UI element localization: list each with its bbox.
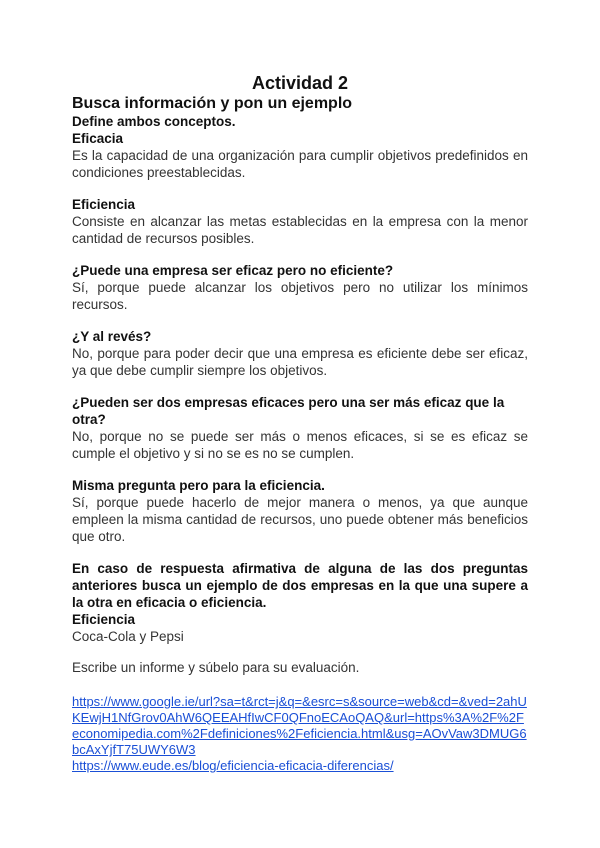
- answer-mas-eficaz: No, porque no se puede ser más o menos eficaces, si se es eficaz se cumple el objetivo y si no se es no se cumplen.: [72, 429, 528, 461]
- instruction: Define ambos conceptos.: [72, 114, 236, 129]
- reference-links: [72, 694, 528, 774]
- section-heading-eficiencia: Eficiencia: [72, 197, 136, 212]
- answer-al-reves: No, porque para poder decir que una empresa es eficiente debe ser eficaz, ya que debe cumplir siempre los objetivos.: [72, 346, 528, 378]
- document-title: Actividad 2: [251, 73, 349, 93]
- answer-eficiencia: Sí, porque puede hacerlo de mejor manera o menos, ya que aunque empleen la misma cantidad de recursos, uno puede obtener más beneficios que otro.: [72, 495, 528, 544]
- example-heading: Eficiencia: [72, 612, 136, 627]
- section-heading-eficacia: Eficacia: [72, 131, 124, 146]
- question-mas-eficaz: ¿Pueden ser dos empresas eficaces pero una ser más eficaz que la otra?: [72, 395, 505, 427]
- document-page: [72, 72, 528, 774]
- document-subtitle: Busca información y pon un ejemplo: [72, 95, 353, 112]
- question-eficiencia: Misma pregunta pero para la eficiencia.: [72, 478, 325, 493]
- example-text: Coca-Cola y Pepsi: [72, 629, 184, 644]
- final-question: En caso de respuesta afirmativa de alguna de las dos preguntas anteriores busca un ejemplo de dos empresas en la que una supere a la otra en eficacia o eficiencia.: [72, 561, 528, 610]
- report-instruction: Escribe un informe y súbelo para su evaluación.: [72, 660, 360, 675]
- section-text-eficiencia: Consiste en alcanzar las metas establecidas en la empresa con la menor cantidad de recursos posibles.: [72, 214, 528, 246]
- question-eficaz-no-eficiente: ¿Puede una empresa ser eficaz pero no eficiente?: [72, 263, 394, 278]
- question-al-reves: ¿Y al revés?: [72, 329, 152, 344]
- reference-link-eude[interactable]: https://www.eude.es/blog/eficiencia-eficacia-diferencias/: [72, 758, 394, 773]
- reference-link-economipedia[interactable]: https://www.google.ie/url?sa=t&rct=j&q=&esrc=s&source=web&cd=&ved=2ahUKEwjH1NfGrov0AhW6QEEAHfIwCF0QFnoECAoQAQ&url=https%3A%2F%2Feconomipedia.com%2Fdefiniciones%2Feficiencia.html&usg=AOvVaw3DMUG6bcAxYjfT75UWY6W3: [72, 694, 527, 757]
- section-text-eficacia: Es la capacidad de una organización para cumplir objetivos predefinidos en condiciones preestablecidas.: [72, 148, 528, 180]
- answer-eficaz-no-eficiente: Sí, porque puede alcanzar los objetivos pero no utilizar los mínimos recursos.: [72, 280, 528, 312]
